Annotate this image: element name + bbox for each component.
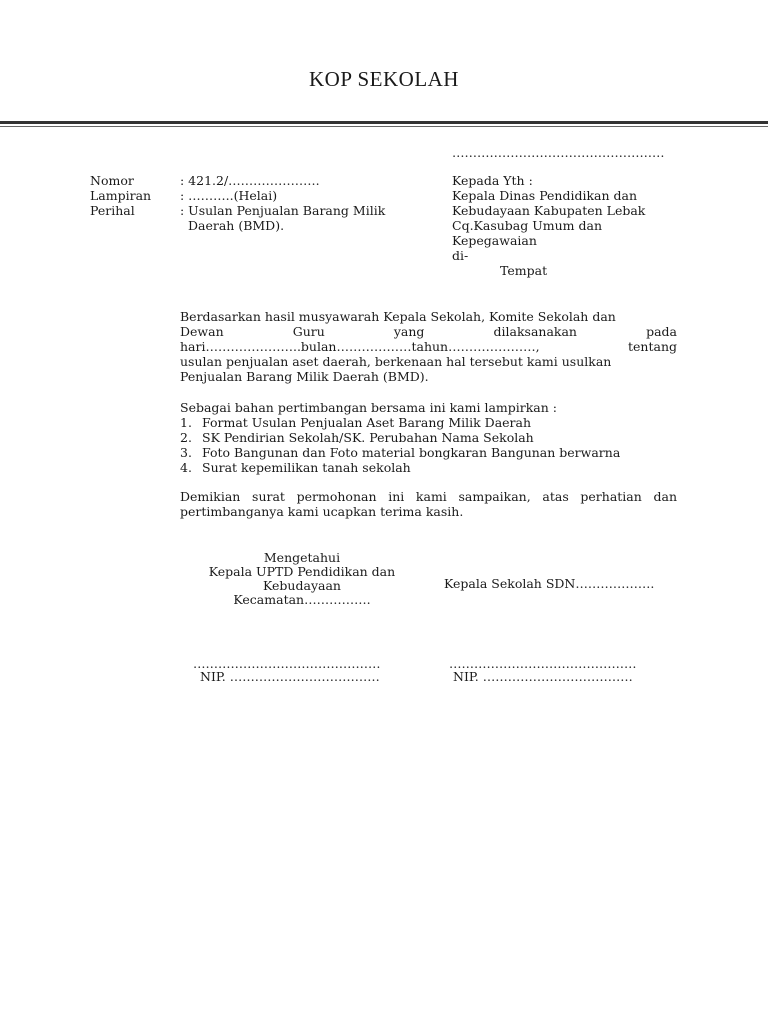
letterhead-rule-thin <box>0 126 768 127</box>
recipient-address <box>452 173 712 278</box>
word: Dewan <box>180 324 224 339</box>
attachment-item <box>180 460 677 475</box>
word: Guru <box>292 324 325 339</box>
attachments-intro: Sebagai bahan pertimbangan bersama ini kami lampirkan : <box>180 400 557 415</box>
attachment-number: 3. <box>180 445 192 460</box>
perihal-label: Perihal <box>90 203 135 218</box>
recipient-line: di- <box>452 248 469 263</box>
attachment-number: 2. <box>180 430 192 445</box>
recipient-line: Kepala Dinas Pendidikan dan <box>452 188 638 203</box>
word: hari…………………..bulan………………tahun…………………, <box>180 339 540 354</box>
place-date-line: …………………………………………… <box>452 145 665 160</box>
letterhead-title: KOP SEKOLAH <box>309 67 459 91</box>
nomor-value: : 421.2/…………………. <box>180 173 320 188</box>
signature-name-line-principal: ……………………………………… <box>449 656 637 671</box>
attachment-text: SK Pendirian Sekolah/SK. Perubahan Nama Sekolah <box>202 430 534 445</box>
nip-uptd: NIP. ……………………………… <box>200 669 380 684</box>
perihal-value: : Usulan Penjualan Barang Milik <box>180 203 386 218</box>
recipient-line: Kebudayaan Kabupaten Lebak <box>452 203 646 218</box>
recipient-line: Tempat <box>500 263 548 278</box>
perihal-continuation: Daerah (BMD). <box>188 218 285 233</box>
opening-paragraph <box>180 309 677 384</box>
nomor-label: Nomor <box>90 173 134 188</box>
attachment-text: Foto Bangunan dan Foto material bongkaran Bangunan berwarna <box>202 445 621 460</box>
paragraph-line <box>180 324 677 339</box>
lampiran-label: Lampiran <box>90 188 152 203</box>
word: pada <box>646 324 677 339</box>
letterhead-rule-thick <box>0 121 768 124</box>
recipient-line: Kepada Yth : <box>452 173 533 188</box>
word: tentang <box>628 339 677 354</box>
attachment-item <box>180 415 677 430</box>
attachment-number: 4. <box>180 460 192 475</box>
closing-paragraph: Demikian surat permohonan ini kami sampaikan, atas perhatian dan pertimbanganya kami ucapkan terima kasih. <box>180 489 677 519</box>
signature-title-principal: Kepala Sekolah SDN………………. <box>444 576 655 591</box>
paragraph-line: Penjualan Barang Milik Daerah (BMD). <box>180 369 429 384</box>
signature-name-line-uptd: ……………………………………… <box>193 656 381 671</box>
attachment-text: Surat kepemilikan tanah sekolah <box>202 460 411 475</box>
signature-line: Kepala UPTD Pendidikan dan <box>208 564 396 579</box>
attachment-item <box>180 445 677 460</box>
attachments-section <box>180 400 677 475</box>
lampiran-value: : ………..(Helai) <box>180 188 278 203</box>
attachment-item <box>180 430 677 445</box>
signature-block-uptd <box>190 550 414 606</box>
signature-line: Mengetahui <box>263 550 341 565</box>
attachment-text: Format Usulan Penjualan Aset Barang Milik Daerah <box>202 415 532 430</box>
attachment-number: 1. <box>180 415 192 430</box>
paragraph-line <box>180 339 677 354</box>
recipient-line: Cq.Kasubag Umum dan <box>452 218 602 233</box>
paragraph-line: usulan penjualan aset daerah, berkenaan hal tersebut kami usulkan <box>180 354 612 369</box>
word: dilaksanakan <box>493 324 577 339</box>
signature-line: Kecamatan……………. <box>233 592 371 607</box>
nip-principal: NIP. ……………………………… <box>453 669 633 684</box>
recipient-line: Kepegawaian <box>452 233 537 248</box>
paragraph-line: Berdasarkan hasil musyawarah Kepala Sekolah, Komite Sekolah dan <box>180 309 616 324</box>
word: yang <box>393 324 425 339</box>
signature-line: Kebudayaan <box>263 578 341 593</box>
